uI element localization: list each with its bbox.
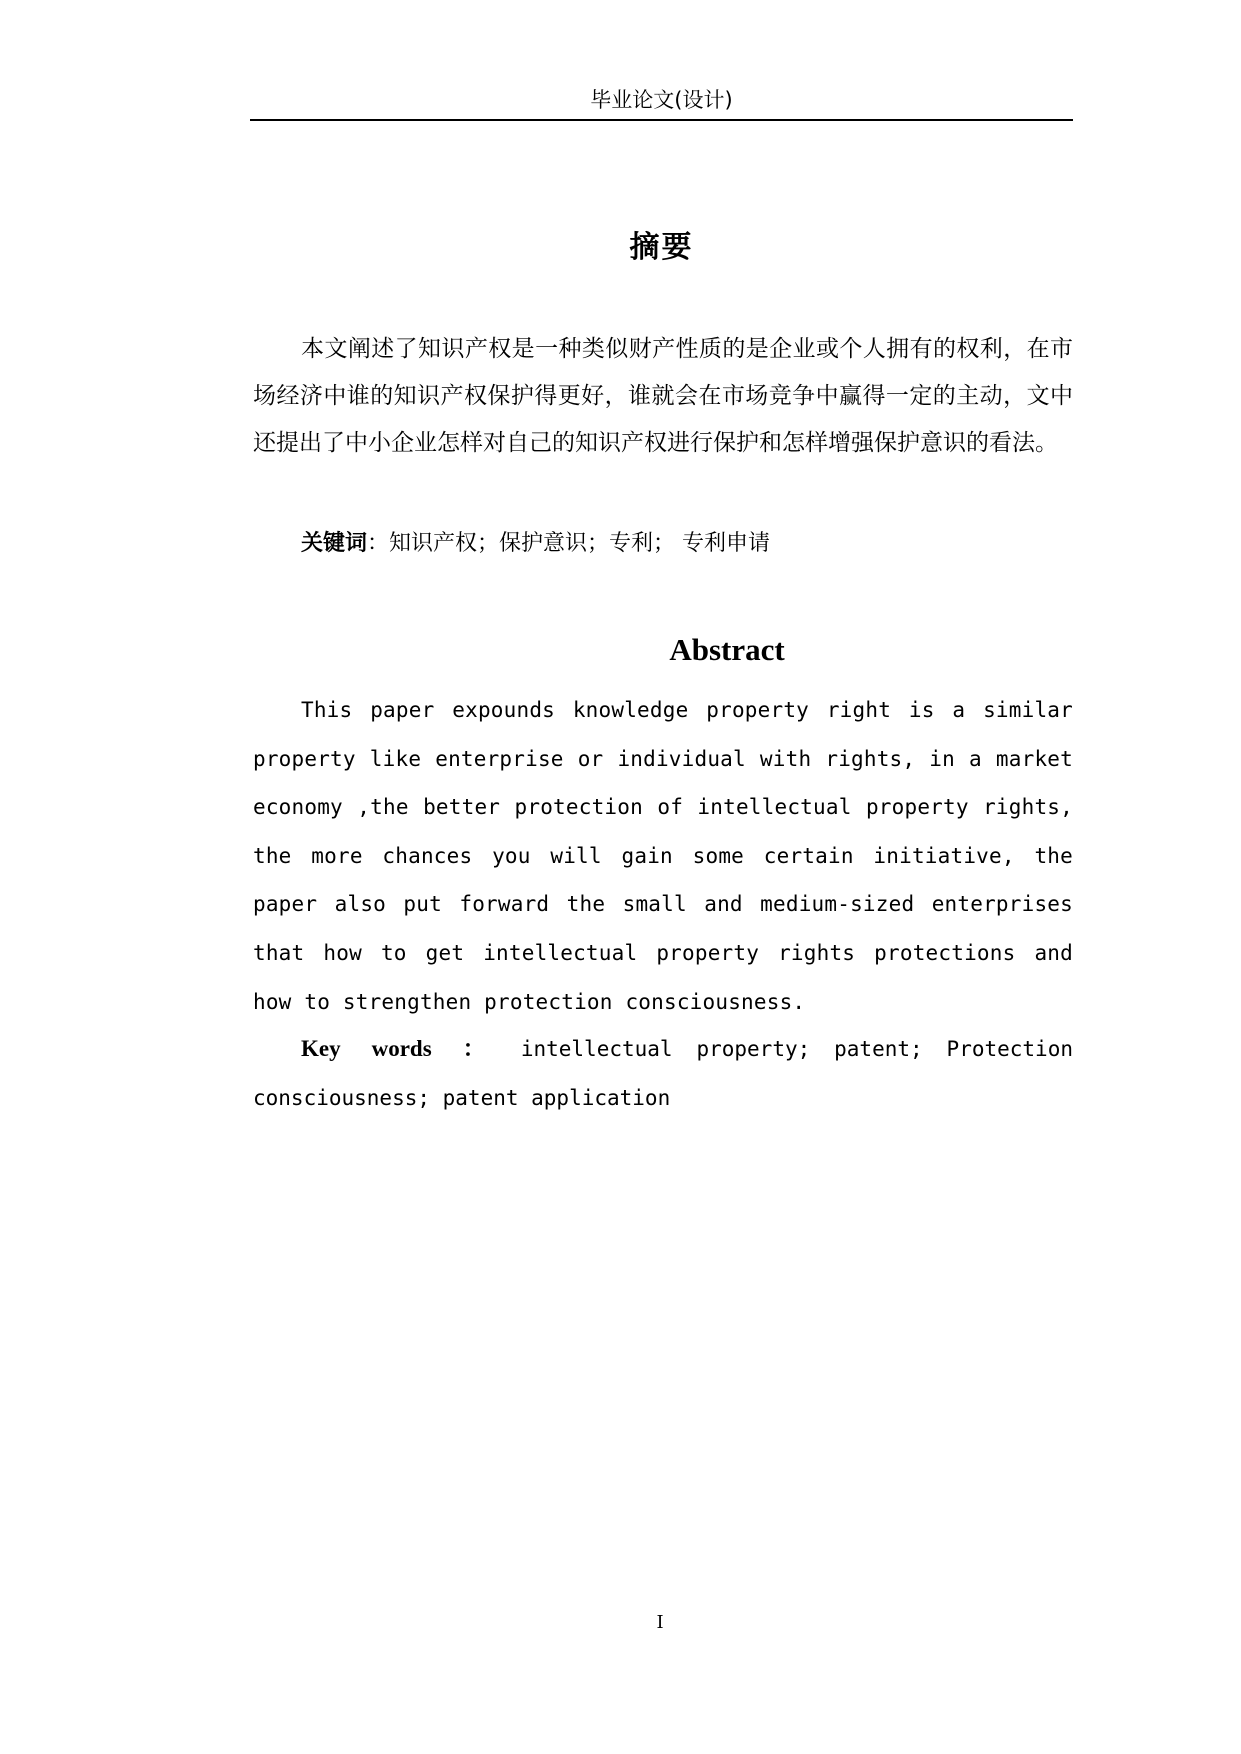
running-header: 毕业论文(设计) <box>590 88 733 112</box>
keywords-cn <box>301 529 770 559</box>
abstract-cn-body: 本文阐述了知识产权是一种类似财产性质的是企业或个人拥有的权利，在市场经济中谁的知识产权保护得更好，谁就会在市场竞争中赢得一定的主动，文中还提出了中小企业怎样对自己的知识产权进行保护和怎样增强保护意识的看法。 <box>253 336 1073 456</box>
abstract-en-title: Abstract <box>669 632 785 667</box>
header-rule <box>250 119 1073 121</box>
page-number: I <box>656 1612 664 1633</box>
abstract-en-body: This paper expounds knowledge property right is a similar property like enterprise or individual with rights, in a market economy ,the better protection of intellectual property rights, the more chances you will gain some certain initiative, the paper also put forward the small and medium-sized enterprises that how to get intellectual property rights protections and how to strengthen protection consciousness. <box>253 698 1073 1014</box>
abstract-cn-title: 摘要 <box>629 230 694 265</box>
keywords-cn-list: 知识产权；保护意识；专利； 专利申请 <box>389 531 771 556</box>
keywords-en-label: Key words ： <box>301 1036 497 1061</box>
keywords-en <box>253 1024 1073 1123</box>
keywords-cn-label: 关键词 <box>301 531 368 556</box>
keywords-cn-separator: ： <box>367 531 390 556</box>
keywords-en-list: intellectual property; patent; Protection consciousness; patent application <box>253 1037 1073 1110</box>
